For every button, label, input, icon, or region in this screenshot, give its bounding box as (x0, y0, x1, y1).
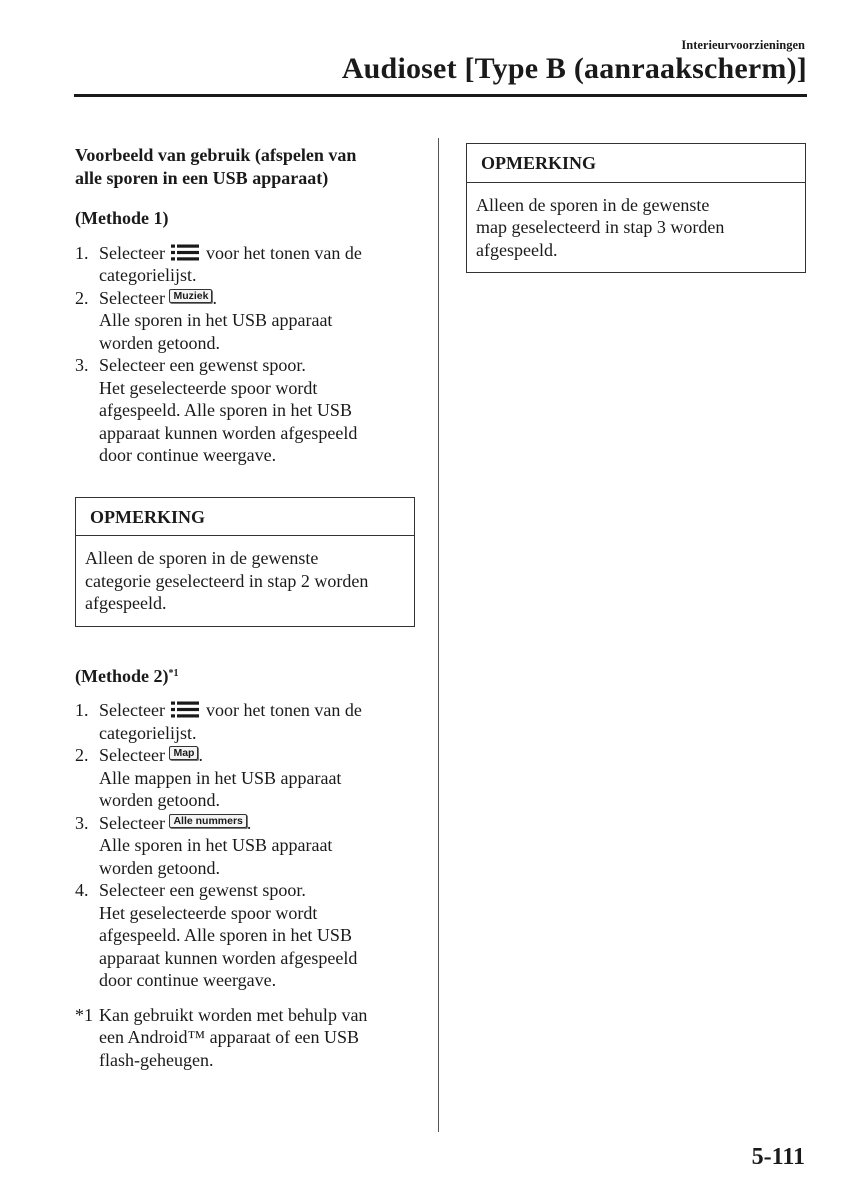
list-item: 2. Selecteer Muziek . Alle sporen in het USB apparaat worden getoond. (75, 287, 333, 353)
note-body: Alleen de sporen in de gewenste map geselecteerd in stap 3 worden afgespeeld. (476, 194, 725, 260)
right-column (466, 143, 806, 273)
note-box (75, 497, 415, 627)
footnote: *1 Kan gebruikt worden met behulp van een Android™ apparaat of een USB flash-geheugen. (75, 1004, 368, 1070)
note-body: Alleen de sporen in de gewenste categorie geselecteerd in stap 2 worden afgespeeld. (85, 548, 369, 613)
method-1-steps (75, 242, 415, 467)
alle-nummers-button: Alle nummers (169, 814, 246, 828)
note-title: OPMERKING (467, 144, 805, 183)
list-item: 1. Selecteer voor het tonen van de categorielijst. (75, 242, 362, 285)
list-item: 2. Selecteer Map . Alle mappen in het USB apparaat worden getoond. (75, 745, 342, 810)
footnote-marker: *1 (168, 667, 179, 679)
map-button: Map (169, 746, 198, 760)
muziek-button: Muziek (169, 289, 212, 303)
method-1-title: (Methode 1) (75, 208, 169, 228)
list-icon (171, 701, 199, 718)
list-icon (171, 244, 199, 261)
page-title: Audioset [Type B (aanraakscherm)] (341, 52, 807, 85)
left-column (75, 144, 415, 1071)
note-title: OPMERKING (76, 498, 414, 537)
list-item: 4. Selecteer een gewenst spoor. Het geselecteerde spoor wordt afgespeeld. Alle sporen in het USB apparaat kunnen worden afgespeeld door continue weergave. (75, 880, 358, 990)
method-2-steps (75, 699, 415, 992)
column-divider (438, 138, 439, 1132)
section-label: Interieurvoorzieningen (681, 38, 805, 52)
usage-heading: Voorbeeld van gebruik (afspelen van alle sporen in een USB apparaat) (75, 145, 357, 188)
note-box (466, 143, 806, 273)
method-2-title: (Methode 2)$^{*1}$ (75, 665, 179, 686)
page-number: 5-111 (751, 1144, 805, 1170)
header-rule (74, 94, 807, 97)
list-item: 3. Selecteer Alle nummers . Alle sporen in het USB apparaat worden getoond. (75, 812, 333, 878)
list-item: 1. Selecteer voor het tonen van de categorielijst. (75, 700, 362, 743)
list-item: 3. Selecteer een gewenst spoor. Het geselecteerde spoor wordt afgespeeld. Alle sporen in het USB apparaat kunnen worden afgespeeld door continue weergave. (75, 355, 358, 465)
